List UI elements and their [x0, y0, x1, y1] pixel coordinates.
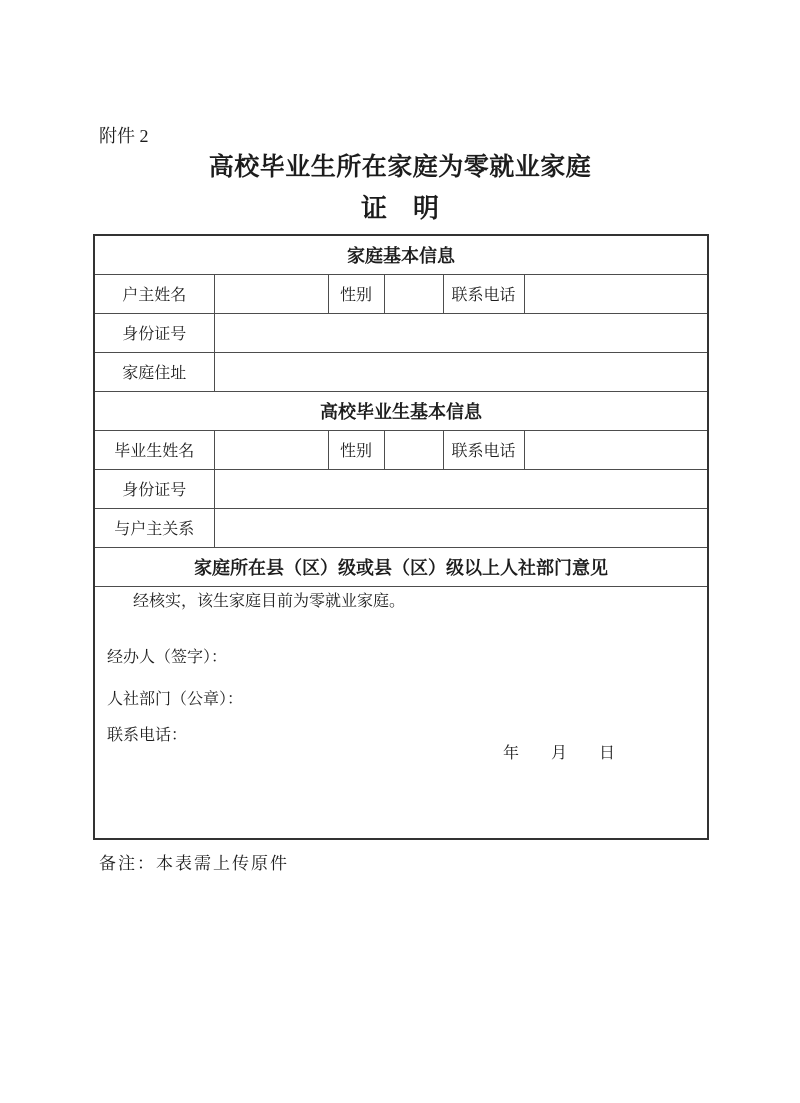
table-row	[94, 469, 708, 508]
home-address-label: 家庭住址	[94, 352, 214, 391]
grad-name-cell	[214, 430, 328, 469]
date-line: 年 月 日	[503, 744, 616, 762]
grad-gender-cell	[384, 430, 443, 469]
grad-gender-label: 性别	[328, 430, 384, 469]
table-row	[94, 430, 708, 469]
opinion-statement: 经核实，该生家庭目前为零就业家庭。	[133, 592, 406, 610]
section-header-opinion: 家庭所在县（区）级或县（区）级以上人社部门意见	[94, 547, 708, 586]
head-gender-label: 性别	[328, 274, 384, 313]
page-subtitle: 证 明	[360, 194, 439, 223]
table-row	[94, 352, 708, 391]
contact-phone-label: 联系电话：	[107, 726, 188, 744]
head-id-label: 身份证号	[94, 313, 214, 352]
section-header-graduate: 高校毕业生基本信息	[94, 391, 708, 430]
grad-id-label: 身份证号	[94, 469, 214, 508]
attachment-label: 附件 2	[99, 126, 149, 146]
relationship-label: 与户主关系	[94, 508, 214, 547]
head-id-cell	[214, 313, 708, 352]
table-row	[94, 586, 708, 839]
head-phone-label: 联系电话	[443, 274, 524, 313]
grad-phone-cell	[524, 430, 708, 469]
head-name-label: 户主姓名	[94, 274, 214, 313]
head-phone-cell	[524, 274, 708, 313]
grad-phone-label: 联系电话	[443, 430, 524, 469]
form-table	[93, 234, 709, 840]
section-header-family: 家庭基本信息	[94, 235, 708, 274]
page-title: 高校毕业生所在家庭为零就业家庭	[208, 154, 592, 181]
table-row	[94, 235, 708, 274]
grad-name-label: 毕业生姓名	[94, 430, 214, 469]
table-row	[94, 274, 708, 313]
opinion-cell	[94, 586, 708, 839]
table-row	[94, 508, 708, 547]
department-seal-label: 人社部门（公章）：	[107, 690, 244, 708]
relationship-cell	[214, 508, 708, 547]
home-address-cell	[214, 352, 708, 391]
table-row	[94, 547, 708, 586]
handler-signature-label: 经办人（签字）：	[107, 648, 228, 666]
grad-id-cell	[214, 469, 708, 508]
table-row	[94, 391, 708, 430]
table-row	[94, 313, 708, 352]
footnote: 备注：本表需上传原件	[99, 854, 289, 873]
head-gender-cell	[384, 274, 443, 313]
head-name-cell	[214, 274, 328, 313]
